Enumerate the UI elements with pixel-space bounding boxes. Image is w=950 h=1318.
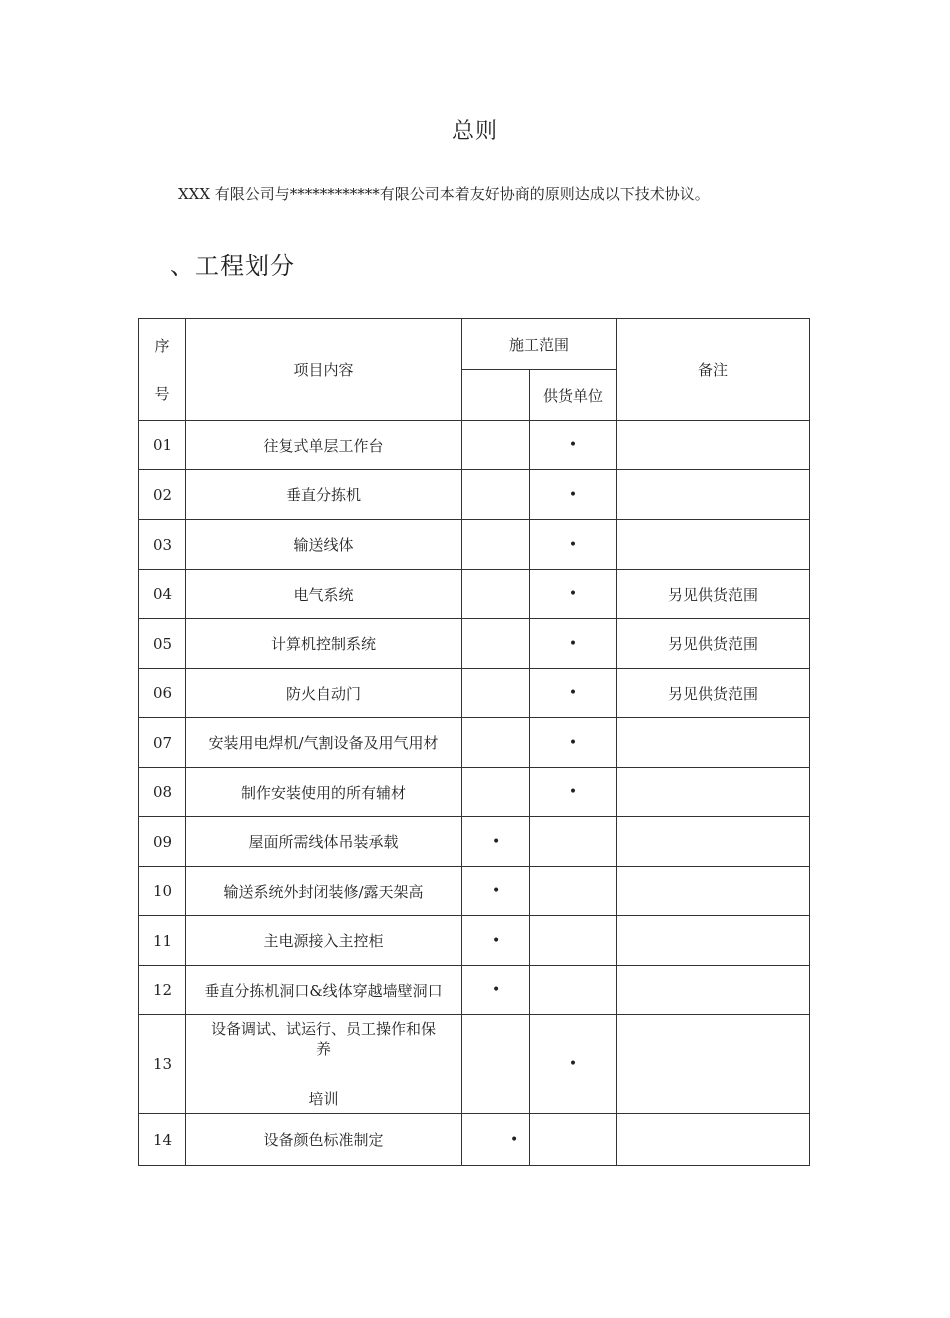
table-row: [139, 1015, 810, 1114]
row-supplier-mark: [530, 966, 617, 1015]
row-content: 制作安装使用的所有辅材: [186, 768, 462, 817]
row-remark: [617, 718, 810, 768]
row-content: 垂直分拣机洞口&线体穿越墙壁洞口: [186, 966, 462, 1015]
row-number: 10: [139, 867, 186, 916]
row-number: 09: [139, 817, 186, 867]
header-scope: 施工范围: [462, 319, 617, 370]
row-number: 03: [139, 520, 186, 570]
row-content-line2: 养: [315, 1040, 331, 1058]
row-scope-mark: [462, 570, 530, 619]
row-remark: [617, 520, 810, 570]
row-remark: [617, 916, 810, 966]
row-content-line3: 培训: [308, 1090, 339, 1108]
row-scope-mark: [462, 619, 530, 669]
row-supplier-mark: [530, 916, 617, 966]
row-scope-cell: [462, 1015, 530, 1114]
row-remark: [617, 421, 810, 470]
row-scope-mark: •: [462, 867, 530, 916]
table-row: [139, 1114, 810, 1166]
section-heading: 、工程划分: [170, 252, 295, 280]
row-content-line1: 设备调试、试运行、员工操作和保: [210, 1020, 436, 1038]
table-row: [139, 768, 810, 817]
header-remarks: 备注: [617, 319, 810, 421]
row-content: 计算机控制系统: [186, 619, 462, 669]
row-content: 输送系统外封闭装修/露天架高: [186, 867, 462, 916]
row-scope-mark: [462, 520, 530, 570]
row-number: 08: [139, 768, 186, 817]
row-scope-mark: [462, 669, 530, 718]
row-remark: [617, 966, 810, 1015]
project-division-table: [138, 318, 810, 1166]
row-content: [186, 1015, 462, 1114]
row-scope-mark: [462, 421, 530, 470]
row-content: 设备颜色标准制定: [186, 1114, 462, 1166]
row-supplier-mark: •: [530, 520, 617, 570]
table-row: [139, 570, 810, 619]
header-seq-line1: 序: [154, 336, 170, 355]
row-supplier-cell: [530, 1114, 617, 1166]
row-supplier-mark: [530, 817, 617, 867]
row-content: 主电源接入主控柜: [186, 916, 462, 966]
row-remark: 另见供货范围: [617, 619, 810, 669]
page-title: 总则: [451, 119, 498, 144]
table-body: [139, 421, 810, 1015]
table-row: [139, 470, 810, 520]
row-number: 04: [139, 570, 186, 619]
row-number: 12: [139, 966, 186, 1015]
row-content: 垂直分拣机: [186, 470, 462, 520]
row-number: 01: [139, 421, 186, 470]
row-remark: 另见供货范围: [617, 570, 810, 619]
row-supplier-mark: •: [530, 570, 617, 619]
row-remark: [617, 817, 810, 867]
row-number: 02: [139, 470, 186, 520]
row-supplier-mark: •: [530, 619, 617, 669]
row-scope-mark: •: [462, 966, 530, 1015]
row-supplier-mark: •: [530, 768, 617, 817]
table-row: [139, 718, 810, 768]
row-number: 07: [139, 718, 186, 768]
row-number: 14: [139, 1114, 186, 1166]
table-row: [139, 966, 810, 1015]
row-supplier-mark: •: [530, 421, 617, 470]
row-scope-mark: •: [462, 916, 530, 966]
row-content: 电气系统: [186, 570, 462, 619]
table-row: [139, 421, 810, 470]
row-remark: [617, 867, 810, 916]
table-row: [139, 619, 810, 669]
intro-paragraph: XXX 有限公司与************有限公司本着友好协商的原则达成以下技术协议。: [178, 185, 710, 203]
header-scope-blank: [462, 370, 530, 421]
row-scope-mark: •: [462, 1114, 530, 1166]
table-row: [139, 817, 810, 867]
row-remark: 另见供货范围: [617, 669, 810, 718]
header-seq: [139, 319, 186, 421]
table-row: [139, 916, 810, 966]
row-scope-mark: [462, 470, 530, 520]
row-content: 防火自动门: [186, 669, 462, 718]
table-row: [139, 520, 810, 570]
header-seq-line2: 号: [154, 384, 170, 403]
row-remark: [617, 470, 810, 520]
row-remark: [617, 768, 810, 817]
row-scope-mark: [462, 768, 530, 817]
row-number: 13: [139, 1015, 186, 1114]
row-scope-mark: •: [462, 817, 530, 867]
row-scope-mark: [462, 718, 530, 768]
row-remark: [617, 1015, 810, 1114]
table-header-row: [139, 319, 810, 370]
row-content: 屋面所需线体吊装承载: [186, 817, 462, 867]
row-number: 11: [139, 916, 186, 966]
row-number: 06: [139, 669, 186, 718]
header-content: 项目内容: [186, 319, 462, 421]
row-supplier-mark: •: [530, 1015, 617, 1114]
row-content: 安装用电焊机/气割设备及用气用材: [186, 718, 462, 768]
row-content: 往复式单层工作台: [186, 421, 462, 470]
table-row: [139, 867, 810, 916]
header-supplier: 供货单位: [530, 370, 617, 421]
row-supplier-mark: [530, 867, 617, 916]
row-supplier-mark: •: [530, 718, 617, 768]
row-remark: [617, 1114, 810, 1166]
row-supplier-mark: •: [530, 669, 617, 718]
row-number: 05: [139, 619, 186, 669]
table-row: [139, 669, 810, 718]
row-supplier-mark: •: [530, 470, 617, 520]
row-content: 输送线体: [186, 520, 462, 570]
